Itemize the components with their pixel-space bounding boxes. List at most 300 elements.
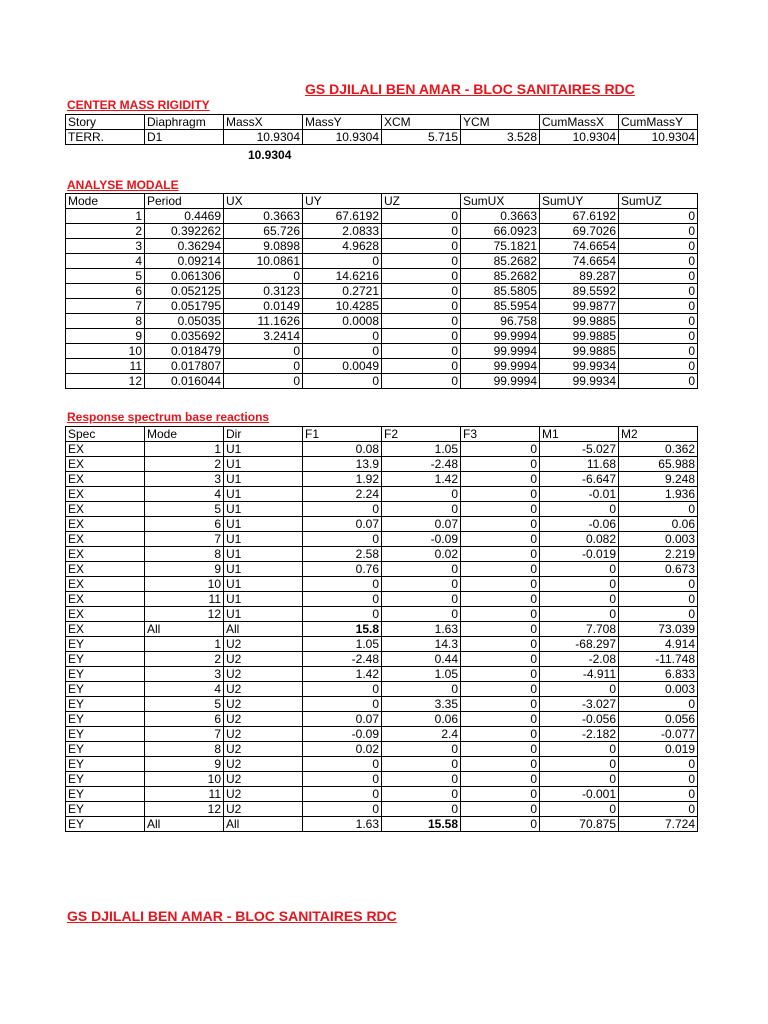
table-cell: 0	[461, 757, 540, 772]
table-cell: EX	[66, 517, 145, 532]
table-cell: 0.05035	[145, 314, 224, 329]
table-cell: EX	[66, 592, 145, 607]
table-cell: 0	[224, 344, 303, 359]
table-cell: U2	[224, 637, 303, 652]
table-cell: 6	[145, 517, 224, 532]
table-cell: 0	[382, 299, 461, 314]
table-cell: -0.09	[303, 727, 382, 742]
table-cell: 0.056	[619, 712, 698, 727]
table-cell: 0	[619, 209, 698, 224]
table-cell: 12	[66, 374, 145, 389]
table-row	[66, 727, 698, 742]
table-cell: 15.8	[303, 622, 382, 637]
table-cell: 0.07	[382, 517, 461, 532]
table-cell: 0	[461, 517, 540, 532]
column-header: F2	[382, 427, 461, 442]
table-cell: 3	[145, 667, 224, 682]
table-cell: 99.9934	[540, 374, 619, 389]
table-cell: 0.035692	[145, 329, 224, 344]
table-cell: 10.9304	[540, 130, 619, 145]
table-cell: 0	[382, 682, 461, 697]
table-cell: 0	[461, 787, 540, 802]
table-cell: 99.9885	[540, 314, 619, 329]
table-cell: 0	[382, 487, 461, 502]
table-row	[66, 622, 698, 637]
table-cell: U2	[224, 757, 303, 772]
table-cell: 67.6192	[303, 209, 382, 224]
table-cell: EY	[66, 637, 145, 652]
table-cell: 3	[66, 239, 145, 254]
table-row	[66, 442, 698, 457]
column-header: Spec	[66, 427, 145, 442]
table-cell: U2	[224, 727, 303, 742]
table-cell: 99.9994	[461, 359, 540, 374]
table-row	[66, 344, 698, 359]
table-cell: EY	[66, 757, 145, 772]
table-cell: 0.017807	[145, 359, 224, 374]
table-cell: -0.056	[540, 712, 619, 727]
table-row	[66, 787, 698, 802]
table-cell: 0	[382, 284, 461, 299]
table-cell: EX	[66, 532, 145, 547]
table-cell: 1.63	[303, 817, 382, 832]
table-row	[66, 802, 698, 817]
table-cell: -3.027	[540, 697, 619, 712]
column-header: UX	[224, 194, 303, 209]
table-cell: 4.914	[619, 637, 698, 652]
column-header: Mode	[66, 194, 145, 209]
table-cell: 0	[382, 329, 461, 344]
table-cell: 0	[619, 607, 698, 622]
table-cell: 0	[461, 682, 540, 697]
table-cell: 0.003	[619, 532, 698, 547]
table-cell: 0.0008	[303, 314, 382, 329]
table-cell: 0	[461, 502, 540, 517]
table-cell: 99.9994	[461, 344, 540, 359]
column-header: Mode	[145, 427, 224, 442]
table-cell: 8	[66, 314, 145, 329]
column-header: M1	[540, 427, 619, 442]
table-cell: 0	[303, 802, 382, 817]
table-cell: 2	[145, 652, 224, 667]
column-header: F1	[303, 427, 382, 442]
table-cell: 0	[461, 772, 540, 787]
table-cell: 2.4	[382, 727, 461, 742]
table-row	[66, 329, 698, 344]
table-cell: 2.24	[303, 487, 382, 502]
table-cell: 1	[145, 637, 224, 652]
table-cell: EX	[66, 577, 145, 592]
table-cell: 74.6654	[540, 254, 619, 269]
footer-title: GS DJILALI BEN AMAR - BLOC SANITAIRES RDC	[67, 908, 397, 924]
table-cell: 0	[303, 682, 382, 697]
table-cell: 0	[619, 254, 698, 269]
table-cell: U1	[224, 487, 303, 502]
table-cell: 10.9304	[224, 130, 303, 145]
table-row	[66, 224, 698, 239]
table-cell: 0	[224, 359, 303, 374]
table-cell: 0	[619, 802, 698, 817]
table-cell: 0	[461, 742, 540, 757]
table-cell: EX	[66, 547, 145, 562]
table-cell: 10.9304	[619, 130, 698, 145]
table-cell: 0	[461, 652, 540, 667]
table-row	[66, 209, 698, 224]
table-cell: -0.001	[540, 787, 619, 802]
table-cell: 5	[145, 697, 224, 712]
table-cell: 0	[382, 502, 461, 517]
table-cell: -2.48	[382, 457, 461, 472]
table-row	[66, 472, 698, 487]
table-cell: 0.362	[619, 442, 698, 457]
table-cell: EY	[66, 682, 145, 697]
table-cell: -0.01	[540, 487, 619, 502]
table-cell: 0	[619, 772, 698, 787]
column-header: MassY	[303, 115, 382, 130]
table-cell: -4.911	[540, 667, 619, 682]
table-cell: 0.06	[619, 517, 698, 532]
table-cell: 0	[461, 727, 540, 742]
table-cell: 8	[145, 742, 224, 757]
table-cell: EY	[66, 787, 145, 802]
table-cell: 0	[382, 269, 461, 284]
table-cell: 5	[66, 269, 145, 284]
spectrum-table	[65, 426, 698, 832]
table-cell: 0	[461, 562, 540, 577]
table-cell: EY	[66, 727, 145, 742]
table-cell: 7.724	[619, 817, 698, 832]
table-row	[66, 374, 698, 389]
table-cell: 0.3123	[224, 284, 303, 299]
table-cell: 0	[540, 682, 619, 697]
column-header: Story	[66, 115, 145, 130]
table-cell: 74.6654	[540, 239, 619, 254]
table-cell: 1.42	[382, 472, 461, 487]
table-cell: 0	[461, 577, 540, 592]
table-cell: U1	[224, 502, 303, 517]
table-cell: 1.05	[382, 667, 461, 682]
table-cell: All	[224, 622, 303, 637]
table-cell: 0	[303, 502, 382, 517]
table-cell: 0	[461, 817, 540, 832]
table-cell: 9	[145, 757, 224, 772]
table-cell: 0	[303, 787, 382, 802]
table-cell: 0	[382, 787, 461, 802]
table-cell: 1.05	[303, 637, 382, 652]
table-cell: 85.2682	[461, 254, 540, 269]
table-cell: 0.07	[303, 712, 382, 727]
table-cell: 7	[145, 727, 224, 742]
table-cell: -2.182	[540, 727, 619, 742]
table-cell: -2.08	[540, 652, 619, 667]
table-cell: 0	[619, 284, 698, 299]
table-cell: 0	[540, 577, 619, 592]
table-row	[66, 652, 698, 667]
table-cell: 0	[303, 532, 382, 547]
table-cell: 99.9877	[540, 299, 619, 314]
table-cell: 7	[66, 299, 145, 314]
table-row	[66, 299, 698, 314]
table-row	[66, 547, 698, 562]
table-cell: 0	[303, 374, 382, 389]
column-header: CumMassX	[540, 115, 619, 130]
table-row	[66, 532, 698, 547]
table-row	[66, 130, 698, 145]
table-cell: 0	[461, 622, 540, 637]
table-row	[66, 457, 698, 472]
table-cell: 0	[461, 442, 540, 457]
table-cell: 1.05	[382, 442, 461, 457]
table-cell: EY	[66, 712, 145, 727]
table-cell: 85.2682	[461, 269, 540, 284]
table-cell: 65.726	[224, 224, 303, 239]
table-cell: 0.36294	[145, 239, 224, 254]
table-cell: EX	[66, 487, 145, 502]
table-row	[66, 817, 698, 832]
table-row	[66, 607, 698, 622]
table-cell: D1	[145, 130, 224, 145]
table-cell: U1	[224, 547, 303, 562]
table-cell: 3.35	[382, 697, 461, 712]
table-cell: 66.0923	[461, 224, 540, 239]
table-cell: 0	[224, 269, 303, 284]
table-cell: 0.0149	[224, 299, 303, 314]
table-cell: 9.0898	[224, 239, 303, 254]
table-cell: TERR.	[66, 130, 145, 145]
table-cell: All	[224, 817, 303, 832]
table-cell: 1.63	[382, 622, 461, 637]
table-row	[66, 254, 698, 269]
table-cell: 0	[619, 239, 698, 254]
table-cell: -0.06	[540, 517, 619, 532]
table-cell: 10.9304	[303, 130, 382, 145]
table-cell: U1	[224, 562, 303, 577]
table-cell: 0	[461, 487, 540, 502]
table-cell: 0	[382, 314, 461, 329]
table-cell: 0	[540, 802, 619, 817]
spectrum-heading: Response spectrum base reactions	[67, 410, 270, 424]
table-cell: 1.936	[619, 487, 698, 502]
column-header: XCM	[382, 115, 461, 130]
table-cell: U1	[224, 457, 303, 472]
center-mass-table	[65, 114, 698, 145]
table-cell: U2	[224, 742, 303, 757]
column-header: MassX	[224, 115, 303, 130]
table-cell: 0	[382, 577, 461, 592]
table-cell: 0	[303, 577, 382, 592]
table-cell: 4	[145, 487, 224, 502]
table-cell: 11.68	[540, 457, 619, 472]
table-cell: 0	[303, 329, 382, 344]
table-cell: 0	[382, 239, 461, 254]
table-cell: U2	[224, 802, 303, 817]
table-row	[66, 697, 698, 712]
table-cell: U1	[224, 472, 303, 487]
table-cell: 11.1626	[224, 314, 303, 329]
table-row	[66, 502, 698, 517]
table-cell: 2.58	[303, 547, 382, 562]
table-cell: 0.019	[619, 742, 698, 757]
table-cell: 0	[303, 607, 382, 622]
table-row	[66, 712, 698, 727]
table-cell: 10.4285	[303, 299, 382, 314]
table-cell: 14.6216	[303, 269, 382, 284]
table-cell: EY	[66, 817, 145, 832]
column-header: SumUY	[540, 194, 619, 209]
table-cell: EY	[66, 742, 145, 757]
table-cell: 0	[461, 697, 540, 712]
table-cell: 0	[540, 772, 619, 787]
column-header: SumUX	[461, 194, 540, 209]
table-cell: 3.528	[461, 130, 540, 145]
table-cell: 0.2721	[303, 284, 382, 299]
table-cell: 0.3663	[461, 209, 540, 224]
table-cell: 0	[461, 592, 540, 607]
table-cell: 0.003	[619, 682, 698, 697]
table-cell: 4	[145, 682, 224, 697]
table-cell: 0	[303, 254, 382, 269]
table-cell: EX	[66, 607, 145, 622]
table-cell: 85.5954	[461, 299, 540, 314]
header-row	[66, 115, 698, 130]
table-cell: 0	[619, 374, 698, 389]
table-cell: 0	[382, 344, 461, 359]
table-cell: 10	[145, 772, 224, 787]
table-row	[66, 667, 698, 682]
table-cell: 0	[540, 757, 619, 772]
table-cell: 69.7026	[540, 224, 619, 239]
table-cell: 0.02	[382, 547, 461, 562]
table-row	[66, 742, 698, 757]
table-row	[66, 517, 698, 532]
table-cell: 0.061306	[145, 269, 224, 284]
table-cell: 5.715	[382, 130, 461, 145]
table-cell: 0	[540, 502, 619, 517]
table-cell: 1.92	[303, 472, 382, 487]
table-cell: 1	[66, 209, 145, 224]
table-cell: -2.48	[303, 652, 382, 667]
table-row	[66, 562, 698, 577]
table-cell: 0	[619, 314, 698, 329]
table-cell: 3	[145, 472, 224, 487]
table-cell: U2	[224, 787, 303, 802]
table-cell: 0	[382, 374, 461, 389]
table-cell: 0	[619, 359, 698, 374]
table-cell: 14.3	[382, 637, 461, 652]
table-cell: 12	[145, 802, 224, 817]
table-row	[66, 269, 698, 284]
table-cell: 0	[382, 359, 461, 374]
table-cell: U2	[224, 667, 303, 682]
table-cell: All	[145, 622, 224, 637]
table-cell: 15.58	[382, 817, 461, 832]
table-cell: 2	[66, 224, 145, 239]
table-cell: 10	[145, 577, 224, 592]
table-cell: 0	[382, 802, 461, 817]
table-cell: 9	[145, 562, 224, 577]
table-cell: 0	[619, 224, 698, 239]
table-cell: 0	[619, 757, 698, 772]
table-cell: U2	[224, 712, 303, 727]
column-header: Dir	[224, 427, 303, 442]
table-cell: 0	[619, 697, 698, 712]
table-cell: 2	[145, 457, 224, 472]
modal-table	[65, 193, 698, 389]
table-cell: 6	[66, 284, 145, 299]
table-row	[66, 637, 698, 652]
table-cell: 8	[145, 547, 224, 562]
modal-heading: ANALYSE MODALE	[67, 178, 179, 192]
table-cell: 99.9885	[540, 329, 619, 344]
table-cell: 0	[224, 374, 303, 389]
table-cell: 0.07	[303, 517, 382, 532]
table-cell: 0	[540, 562, 619, 577]
center-mass-heading: CENTER MASS RIGIDITY	[67, 98, 210, 112]
table-cell: U2	[224, 697, 303, 712]
table-cell: 0	[619, 577, 698, 592]
table-cell: 89.287	[540, 269, 619, 284]
table-cell: 0	[619, 299, 698, 314]
table-cell: -11.748	[619, 652, 698, 667]
table-cell: 0	[303, 592, 382, 607]
center-mass-total: 10.9304	[248, 148, 292, 162]
table-cell: 99.9994	[461, 374, 540, 389]
column-header: F3	[461, 427, 540, 442]
table-cell: 85.5805	[461, 284, 540, 299]
table-cell: -6.647	[540, 472, 619, 487]
table-cell: 0.018479	[145, 344, 224, 359]
table-cell: U2	[224, 652, 303, 667]
table-cell: 7	[145, 532, 224, 547]
table-cell: U1	[224, 442, 303, 457]
table-cell: U1	[224, 532, 303, 547]
table-cell: -0.019	[540, 547, 619, 562]
table-cell: 1.42	[303, 667, 382, 682]
table-cell: 0	[382, 224, 461, 239]
table-cell: 96.758	[461, 314, 540, 329]
table-cell: U1	[224, 607, 303, 622]
table-cell: 0.76	[303, 562, 382, 577]
table-cell: EY	[66, 697, 145, 712]
table-cell: 0.082	[540, 532, 619, 547]
table-cell: 13.9	[303, 457, 382, 472]
column-header: M2	[619, 427, 698, 442]
table-cell: 4	[66, 254, 145, 269]
table-cell: U1	[224, 592, 303, 607]
column-header: UY	[303, 194, 382, 209]
table-cell: 3.2414	[224, 329, 303, 344]
table-cell: 0.06	[382, 712, 461, 727]
table-cell: 0.016044	[145, 374, 224, 389]
table-cell: 0.02	[303, 742, 382, 757]
table-cell: 4.9628	[303, 239, 382, 254]
table-cell: 0	[461, 637, 540, 652]
table-cell: 0	[619, 269, 698, 284]
column-header: Diaphragm	[145, 115, 224, 130]
table-cell: 0.09214	[145, 254, 224, 269]
table-cell: 0.392262	[145, 224, 224, 239]
table-cell: 11	[66, 359, 145, 374]
table-cell: 11	[145, 592, 224, 607]
table-cell: EX	[66, 502, 145, 517]
table-row	[66, 757, 698, 772]
table-cell: EX	[66, 622, 145, 637]
column-header: Period	[145, 194, 224, 209]
table-row	[66, 487, 698, 502]
table-row	[66, 592, 698, 607]
table-cell: 10.0861	[224, 254, 303, 269]
table-row	[66, 284, 698, 299]
